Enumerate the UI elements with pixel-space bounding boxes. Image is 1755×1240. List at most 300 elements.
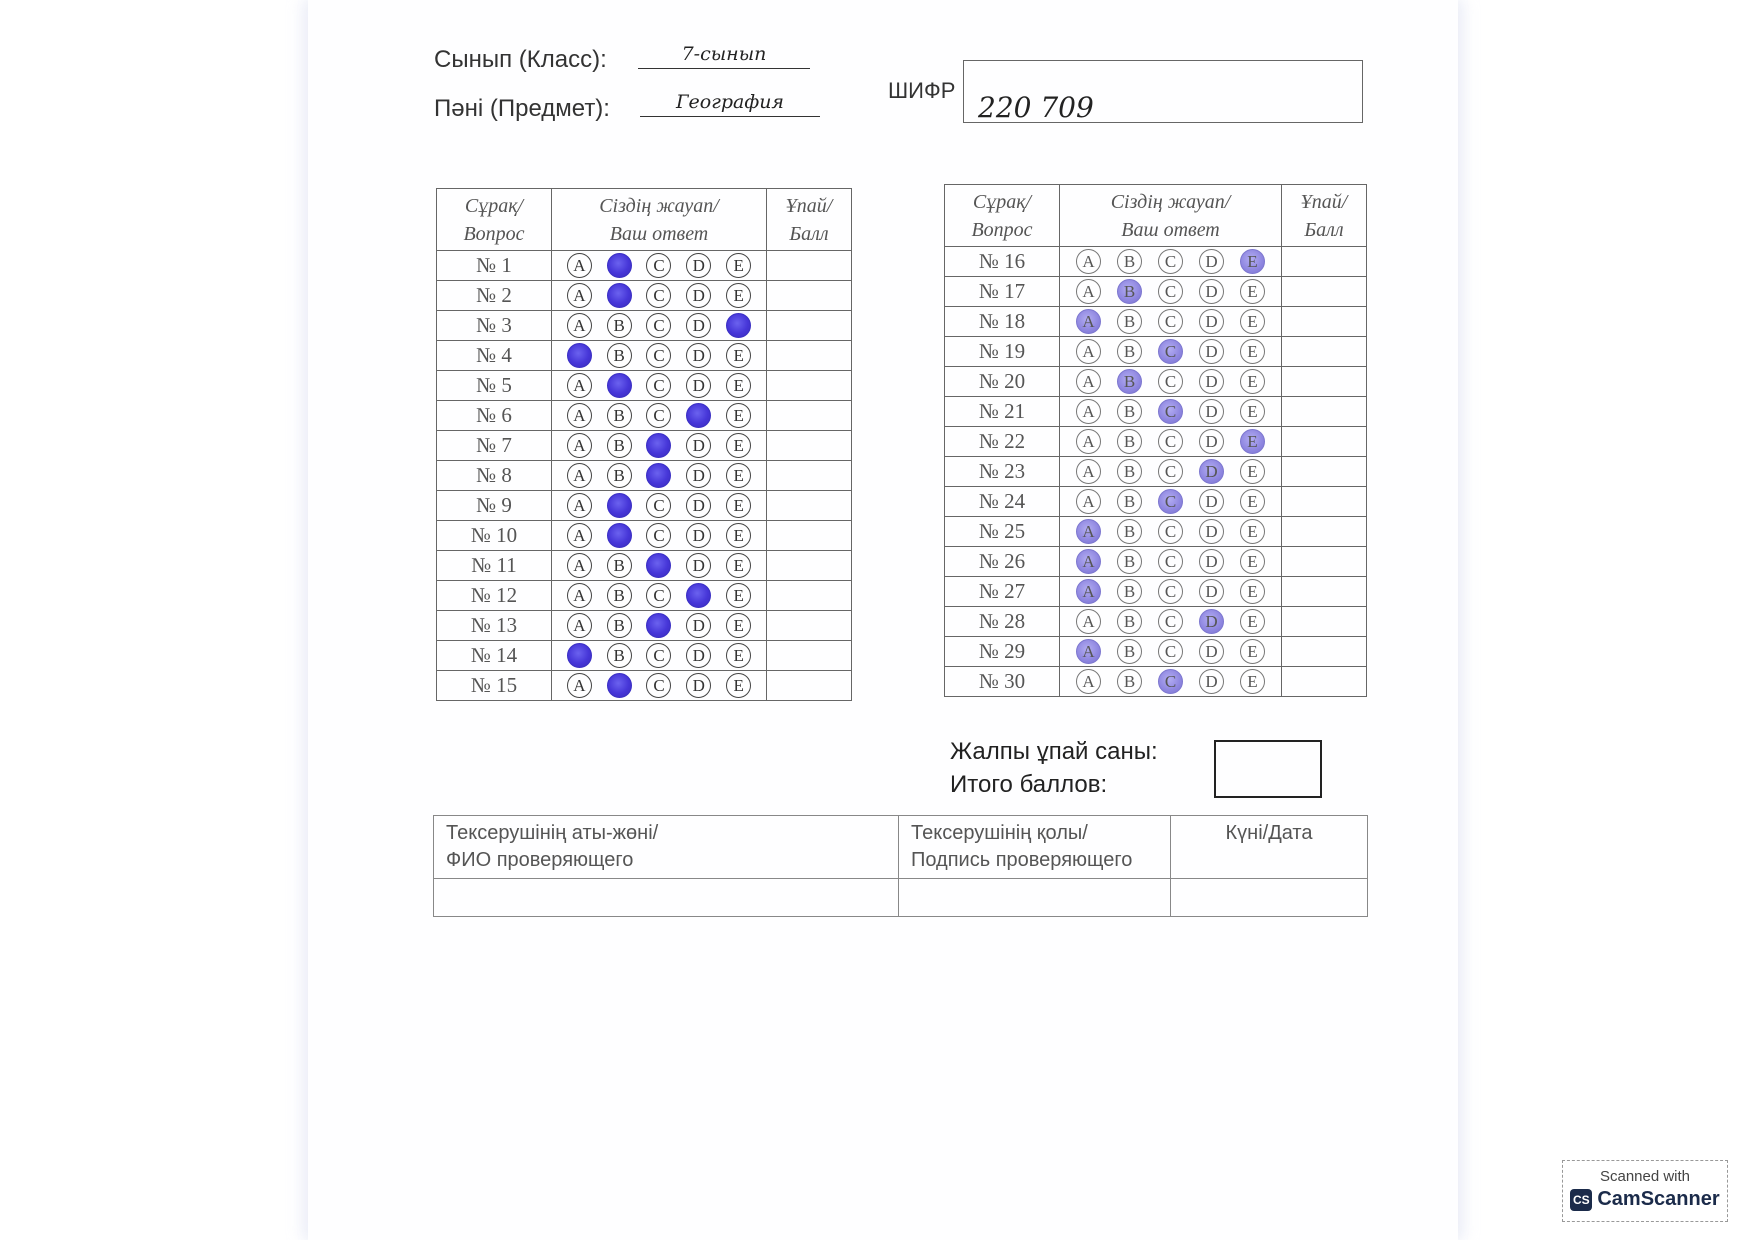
answer-bubble-b[interactable]: B bbox=[1117, 579, 1142, 604]
score-cell[interactable] bbox=[767, 491, 852, 521]
header-score-line2: Балл bbox=[1304, 218, 1344, 241]
score-cell[interactable] bbox=[1282, 547, 1367, 577]
table-header-row bbox=[945, 185, 1367, 247]
answer-bubble-c[interactable]: C bbox=[1158, 549, 1183, 574]
table-row bbox=[945, 577, 1367, 607]
table-row bbox=[945, 367, 1367, 397]
answer-options bbox=[1060, 517, 1282, 547]
question-number: № 5 bbox=[437, 371, 552, 401]
score-cell[interactable] bbox=[1282, 427, 1367, 457]
answer-options bbox=[552, 611, 767, 641]
cipher-label: ШИФР bbox=[888, 78, 956, 103]
answer-bubble-b[interactable]: B bbox=[607, 643, 632, 668]
scanned-with-text: Scanned with bbox=[1599, 1168, 1691, 1185]
answer-bubble-c[interactable] bbox=[646, 433, 671, 458]
answer-bubble-e[interactable]: E bbox=[1240, 339, 1265, 364]
answer-bubble-b[interactable]: B bbox=[1117, 399, 1142, 424]
answer-bubble-e[interactable]: E bbox=[726, 523, 751, 548]
answer-bubble-e[interactable]: E bbox=[1240, 519, 1265, 544]
answer-options bbox=[1060, 457, 1282, 487]
answer-bubble-b[interactable]: B bbox=[1117, 549, 1142, 574]
answer-bubble-c[interactable]: C bbox=[1158, 639, 1183, 664]
answer-bubble-e[interactable]: E bbox=[1240, 369, 1265, 394]
answer-bubble-c[interactable]: C bbox=[1158, 579, 1183, 604]
answer-options bbox=[552, 551, 767, 581]
score-cell[interactable] bbox=[1282, 637, 1367, 667]
answer-bubble-e[interactable]: E bbox=[726, 343, 751, 368]
answer-bubble-e[interactable]: E bbox=[1240, 549, 1265, 574]
answer-bubble-e[interactable]: E bbox=[1240, 399, 1265, 424]
answer-bubble-d[interactable]: D bbox=[686, 433, 711, 458]
question-number: № 3 bbox=[437, 311, 552, 341]
answer-bubble-b[interactable] bbox=[607, 283, 632, 308]
answer-bubble-b[interactable]: B bbox=[607, 433, 632, 458]
answer-bubble-e[interactable]: E bbox=[726, 463, 751, 488]
header-question bbox=[945, 185, 1060, 247]
answer-bubble-a[interactable]: A bbox=[1076, 339, 1101, 364]
answer-bubble-b[interactable]: B bbox=[1117, 279, 1142, 304]
answer-bubble-b[interactable] bbox=[607, 373, 632, 398]
answer-bubble-e[interactable] bbox=[726, 313, 751, 338]
answer-bubble-e[interactable]: E bbox=[1240, 609, 1265, 634]
answer-bubble-a[interactable]: A bbox=[567, 523, 592, 548]
answer-table-left bbox=[436, 188, 852, 701]
header-answer-line2: Ваш ответ bbox=[1121, 218, 1220, 241]
answer-bubble-c[interactable]: C bbox=[1158, 399, 1183, 424]
total-label-ru: Итого баллов: bbox=[950, 771, 1108, 798]
answer-bubble-b[interactable]: B bbox=[607, 553, 632, 578]
score-cell[interactable] bbox=[1282, 577, 1367, 607]
answer-bubble-a[interactable]: A bbox=[1076, 579, 1101, 604]
question-number: № 1 bbox=[437, 251, 552, 281]
cipher-box bbox=[963, 60, 1363, 123]
answer-bubble-d[interactable]: D bbox=[1199, 279, 1224, 304]
answer-bubble-b[interactable] bbox=[607, 523, 632, 548]
answer-bubble-b[interactable]: B bbox=[1117, 669, 1142, 694]
score-cell[interactable] bbox=[1282, 667, 1367, 697]
score-cell[interactable] bbox=[1282, 457, 1367, 487]
header-answer-line2: Ваш ответ bbox=[609, 222, 709, 245]
table-row bbox=[437, 341, 852, 371]
table-row bbox=[945, 307, 1367, 337]
answer-bubble-e[interactable]: E bbox=[1240, 489, 1265, 514]
question-number: № 26 bbox=[945, 547, 1060, 577]
checker-name-ru: ФИО проверяющего bbox=[446, 849, 634, 871]
answer-bubble-d[interactable] bbox=[686, 403, 711, 428]
score-cell[interactable] bbox=[767, 581, 852, 611]
answer-bubble-b[interactable]: B bbox=[1117, 459, 1142, 484]
answer-bubble-c[interactable]: C bbox=[646, 523, 671, 548]
answer-bubble-c[interactable]: C bbox=[646, 373, 671, 398]
checker-table bbox=[433, 815, 1368, 917]
header-score-line2: Балл bbox=[789, 222, 829, 245]
answer-bubble-a[interactable]: A bbox=[1076, 609, 1101, 634]
table-row bbox=[945, 607, 1367, 637]
answer-options bbox=[1060, 367, 1282, 397]
question-number: № 15 bbox=[437, 671, 552, 701]
total-label bbox=[950, 735, 1158, 801]
score-cell[interactable] bbox=[1282, 607, 1367, 637]
answer-bubble-c[interactable]: C bbox=[1158, 249, 1183, 274]
checker-name-field[interactable] bbox=[434, 879, 899, 917]
score-cell[interactable] bbox=[767, 551, 852, 581]
question-number: № 23 bbox=[945, 457, 1060, 487]
answer-bubble-d[interactable]: D bbox=[686, 613, 711, 638]
score-cell[interactable] bbox=[1282, 487, 1367, 517]
question-number: № 9 bbox=[437, 491, 552, 521]
score-cell[interactable] bbox=[1282, 517, 1367, 547]
answer-options bbox=[552, 311, 767, 341]
answer-bubble-a[interactable]: A bbox=[1076, 669, 1101, 694]
answer-bubble-a[interactable] bbox=[567, 643, 592, 668]
total-label-kz: Жалпы ұпай саны: bbox=[950, 738, 1158, 765]
answer-options bbox=[1060, 397, 1282, 427]
table-row bbox=[437, 401, 852, 431]
camscanner-brand bbox=[1563, 1188, 1727, 1211]
answer-bubble-a[interactable]: A bbox=[567, 493, 592, 518]
answer-options bbox=[1060, 577, 1282, 607]
answer-options bbox=[1060, 277, 1282, 307]
answer-bubble-c[interactable]: C bbox=[646, 493, 671, 518]
question-number: № 7 bbox=[437, 431, 552, 461]
score-cell[interactable] bbox=[767, 281, 852, 311]
answer-options bbox=[1060, 487, 1282, 517]
table-row bbox=[437, 491, 852, 521]
answer-options bbox=[1060, 637, 1282, 667]
answer-bubble-b[interactable]: B bbox=[607, 403, 632, 428]
answer-bubble-d[interactable]: D bbox=[686, 313, 711, 338]
checker-date-field[interactable] bbox=[1171, 879, 1368, 917]
answer-bubble-c[interactable]: C bbox=[1158, 429, 1183, 454]
answer-bubble-a[interactable]: A bbox=[1076, 639, 1101, 664]
answer-bubble-e[interactable]: E bbox=[1240, 639, 1265, 664]
question-number: № 11 bbox=[437, 551, 552, 581]
answer-bubble-c[interactable]: C bbox=[646, 283, 671, 308]
answer-bubble-c[interactable]: C bbox=[646, 403, 671, 428]
answer-bubble-e[interactable]: E bbox=[726, 553, 751, 578]
answer-bubble-c[interactable]: C bbox=[1158, 459, 1183, 484]
table-header-row bbox=[437, 189, 852, 251]
answer-bubble-b[interactable]: B bbox=[1117, 249, 1142, 274]
answer-bubble-a[interactable]: A bbox=[1076, 489, 1101, 514]
answer-bubble-e[interactable]: E bbox=[726, 643, 751, 668]
answer-bubble-a[interactable]: A bbox=[567, 553, 592, 578]
answer-bubble-c[interactable] bbox=[646, 463, 671, 488]
answer-bubble-b[interactable] bbox=[607, 493, 632, 518]
answer-bubble-c[interactable]: C bbox=[646, 673, 671, 698]
answer-bubble-d[interactable]: D bbox=[686, 343, 711, 368]
answer-bubble-b[interactable]: B bbox=[607, 313, 632, 338]
answer-bubble-c[interactable]: C bbox=[1158, 369, 1183, 394]
table-row bbox=[945, 487, 1367, 517]
question-number: № 10 bbox=[437, 521, 552, 551]
checker-sign-header bbox=[899, 816, 1171, 879]
question-number: № 22 bbox=[945, 427, 1060, 457]
header-answer bbox=[552, 189, 767, 251]
table-row bbox=[437, 671, 852, 701]
answer-options bbox=[552, 401, 767, 431]
question-number: № 12 bbox=[437, 581, 552, 611]
table-row bbox=[437, 551, 852, 581]
answer-bubble-a[interactable]: A bbox=[567, 433, 592, 458]
checker-sign-ru: Подпись проверяющего bbox=[911, 849, 1133, 871]
answer-bubble-d[interactable]: D bbox=[686, 373, 711, 398]
answer-bubble-e[interactable]: E bbox=[1240, 669, 1265, 694]
checker-date-header bbox=[1171, 816, 1368, 879]
answer-bubble-b[interactable]: B bbox=[1117, 489, 1142, 514]
header-question-line2: Вопрос bbox=[971, 218, 1033, 241]
answer-bubble-e[interactable]: E bbox=[726, 373, 751, 398]
answer-bubble-b[interactable]: B bbox=[1117, 609, 1142, 634]
question-number: № 18 bbox=[945, 307, 1060, 337]
answer-bubble-b[interactable]: B bbox=[1117, 519, 1142, 544]
answer-bubble-e[interactable]: E bbox=[726, 283, 751, 308]
answer-bubble-a[interactable]: A bbox=[567, 583, 592, 608]
header-answer bbox=[1060, 185, 1282, 247]
question-number: № 4 bbox=[437, 341, 552, 371]
table-row bbox=[945, 637, 1367, 667]
answer-bubble-c[interactable]: C bbox=[1158, 519, 1183, 544]
answer-bubble-d[interactable]: D bbox=[1199, 519, 1224, 544]
header-question-line1: Сұрақ/ bbox=[464, 194, 524, 217]
score-cell[interactable] bbox=[767, 251, 852, 281]
answer-bubble-a[interactable]: A bbox=[1076, 519, 1101, 544]
question-number: № 13 bbox=[437, 611, 552, 641]
answer-bubble-e[interactable]: E bbox=[726, 673, 751, 698]
answer-bubble-d[interactable]: D bbox=[1199, 489, 1224, 514]
answer-bubble-a[interactable]: A bbox=[1076, 429, 1101, 454]
table-row bbox=[437, 251, 852, 281]
header-question-line2: Вопрос bbox=[463, 222, 525, 245]
header-question-line1: Сұрақ/ bbox=[972, 190, 1032, 213]
answer-bubble-d[interactable] bbox=[686, 583, 711, 608]
score-cell[interactable] bbox=[1282, 247, 1367, 277]
answer-bubble-b[interactable]: B bbox=[607, 343, 632, 368]
table-row bbox=[437, 311, 852, 341]
answer-bubble-b[interactable]: B bbox=[1117, 369, 1142, 394]
answer-bubble-c[interactable]: C bbox=[646, 643, 671, 668]
question-number: № 6 bbox=[437, 401, 552, 431]
question-number: № 25 bbox=[945, 517, 1060, 547]
answer-bubble-a[interactable]: A bbox=[567, 373, 592, 398]
header-score bbox=[1282, 185, 1367, 247]
answer-bubble-c[interactable]: C bbox=[1158, 669, 1183, 694]
answer-bubble-b[interactable] bbox=[607, 253, 632, 278]
answer-bubble-c[interactable]: C bbox=[1158, 339, 1183, 364]
answer-bubble-d[interactable]: D bbox=[1199, 399, 1224, 424]
answer-bubble-a[interactable]: A bbox=[567, 313, 592, 338]
score-cell[interactable] bbox=[1282, 397, 1367, 427]
answer-bubble-e[interactable]: E bbox=[1240, 579, 1265, 604]
class-value: 7-сынып bbox=[638, 42, 810, 69]
question-number: № 17 bbox=[945, 277, 1060, 307]
answer-bubble-e[interactable]: E bbox=[726, 433, 751, 458]
answer-bubble-d[interactable]: D bbox=[1199, 339, 1224, 364]
answer-bubble-d[interactable]: D bbox=[1199, 429, 1224, 454]
answer-options bbox=[552, 521, 767, 551]
answer-bubble-b[interactable] bbox=[607, 673, 632, 698]
score-cell[interactable] bbox=[1282, 277, 1367, 307]
question-number: № 29 bbox=[945, 637, 1060, 667]
answer-bubble-d[interactable]: D bbox=[1199, 309, 1224, 334]
header-answer-line1: Сіздің жауап/ bbox=[1110, 190, 1231, 213]
answer-bubble-e[interactable]: E bbox=[1240, 429, 1265, 454]
question-number: № 16 bbox=[945, 247, 1060, 277]
score-cell[interactable] bbox=[767, 611, 852, 641]
class-label: Сынып (Класс): bbox=[434, 46, 607, 73]
header-score-line1: Ұпай/ bbox=[1300, 190, 1348, 213]
answer-bubble-a[interactable]: A bbox=[1076, 399, 1101, 424]
score-cell[interactable] bbox=[767, 431, 852, 461]
answer-bubble-c[interactable]: C bbox=[1158, 309, 1183, 334]
question-number: № 2 bbox=[437, 281, 552, 311]
answer-bubble-b[interactable]: B bbox=[1117, 339, 1142, 364]
question-number: № 21 bbox=[945, 397, 1060, 427]
answer-bubble-d[interactable]: D bbox=[1199, 249, 1224, 274]
answer-bubble-d[interactable]: D bbox=[686, 493, 711, 518]
answer-bubble-a[interactable]: A bbox=[1076, 369, 1101, 394]
header-question bbox=[437, 189, 552, 251]
answer-bubble-a[interactable]: A bbox=[1076, 309, 1101, 334]
question-number: № 19 bbox=[945, 337, 1060, 367]
checker-header-row bbox=[434, 816, 1368, 879]
checker-sign-field[interactable] bbox=[899, 879, 1171, 917]
cipher-value: 220 709 bbox=[978, 91, 1094, 124]
score-cell[interactable] bbox=[767, 371, 852, 401]
answer-bubble-d[interactable]: D bbox=[686, 463, 711, 488]
answer-bubble-c[interactable]: C bbox=[646, 253, 671, 278]
answer-options bbox=[552, 491, 767, 521]
answer-bubble-b[interactable]: B bbox=[607, 583, 632, 608]
answer-bubble-e[interactable]: E bbox=[726, 493, 751, 518]
answer-bubble-a[interactable]: A bbox=[567, 463, 592, 488]
answer-bubble-d[interactable]: D bbox=[686, 523, 711, 548]
answer-bubble-b[interactable]: B bbox=[1117, 639, 1142, 664]
subject-label: Пәні (Предмет): bbox=[434, 95, 610, 122]
header-score-line1: Ұпай/ bbox=[785, 194, 833, 217]
score-cell[interactable] bbox=[767, 311, 852, 341]
answer-bubble-a[interactable] bbox=[567, 343, 592, 368]
answer-bubble-b[interactable]: B bbox=[1117, 429, 1142, 454]
subject-value: География bbox=[640, 90, 820, 117]
answer-bubble-a[interactable]: A bbox=[567, 613, 592, 638]
score-cell[interactable] bbox=[1282, 367, 1367, 397]
answer-bubble-c[interactable] bbox=[646, 613, 671, 638]
answer-bubble-d[interactable]: D bbox=[1199, 369, 1224, 394]
answer-bubble-b[interactable]: B bbox=[607, 613, 632, 638]
answer-bubble-c[interactable]: C bbox=[1158, 489, 1183, 514]
total-score-box[interactable] bbox=[1214, 740, 1322, 798]
answer-bubble-d[interactable]: D bbox=[1199, 459, 1224, 484]
score-cell[interactable] bbox=[767, 521, 852, 551]
answer-bubble-c[interactable]: C bbox=[1158, 609, 1183, 634]
answer-bubble-d[interactable]: D bbox=[686, 253, 711, 278]
question-number: № 30 bbox=[945, 667, 1060, 697]
answer-bubble-d[interactable]: D bbox=[1199, 669, 1224, 694]
checker-name-header bbox=[434, 816, 899, 879]
table-row bbox=[945, 547, 1367, 577]
checker-value-row bbox=[434, 879, 1368, 917]
answer-options bbox=[552, 341, 767, 371]
table-row bbox=[437, 431, 852, 461]
camscanner-watermark bbox=[1562, 1160, 1728, 1222]
answer-bubble-e[interactable]: E bbox=[1240, 249, 1265, 274]
score-cell[interactable] bbox=[767, 341, 852, 371]
table-row bbox=[945, 337, 1367, 367]
score-cell[interactable] bbox=[1282, 337, 1367, 367]
answer-bubble-e[interactable]: E bbox=[1240, 279, 1265, 304]
table-row bbox=[945, 667, 1367, 697]
answer-bubble-c[interactable]: C bbox=[646, 343, 671, 368]
answer-bubble-e[interactable]: E bbox=[1240, 459, 1265, 484]
answer-bubble-e[interactable]: E bbox=[726, 253, 751, 278]
answer-bubble-e[interactable]: E bbox=[726, 583, 751, 608]
answer-bubble-a[interactable]: A bbox=[1076, 549, 1101, 574]
answer-bubble-e[interactable]: E bbox=[1240, 309, 1265, 334]
answer-bubble-d[interactable]: D bbox=[1199, 639, 1224, 664]
answer-options bbox=[1060, 337, 1282, 367]
answer-bubble-a[interactable]: A bbox=[567, 673, 592, 698]
answer-options bbox=[552, 641, 767, 671]
answer-bubble-c[interactable]: C bbox=[646, 313, 671, 338]
answer-options bbox=[552, 281, 767, 311]
question-number: № 27 bbox=[945, 577, 1060, 607]
answer-bubble-d[interactable]: D bbox=[1199, 579, 1224, 604]
answer-bubble-a[interactable]: A bbox=[1076, 279, 1101, 304]
answer-bubble-a[interactable]: A bbox=[567, 283, 592, 308]
answer-bubble-d[interactable]: D bbox=[686, 283, 711, 308]
answer-bubble-b[interactable]: B bbox=[1117, 309, 1142, 334]
score-cell[interactable] bbox=[767, 641, 852, 671]
header-score bbox=[767, 189, 852, 251]
answer-options bbox=[1060, 247, 1282, 277]
answer-bubble-d[interactable]: D bbox=[1199, 609, 1224, 634]
answer-bubble-c[interactable]: C bbox=[646, 583, 671, 608]
answer-bubble-c[interactable]: C bbox=[1158, 279, 1183, 304]
answer-options bbox=[552, 461, 767, 491]
table-row bbox=[945, 277, 1367, 307]
answer-bubble-b[interactable]: B bbox=[607, 463, 632, 488]
table-row bbox=[945, 457, 1367, 487]
answer-bubble-d[interactable]: D bbox=[686, 643, 711, 668]
answer-bubble-e[interactable]: E bbox=[726, 403, 751, 428]
answer-bubble-c[interactable] bbox=[646, 553, 671, 578]
checker-date-label: Күні/Дата bbox=[1225, 822, 1313, 844]
question-number: № 14 bbox=[437, 641, 552, 671]
answer-bubble-d[interactable]: D bbox=[1199, 549, 1224, 574]
answer-bubble-a[interactable]: A bbox=[567, 253, 592, 278]
answer-bubble-a[interactable]: A bbox=[567, 403, 592, 428]
answer-options bbox=[1060, 667, 1282, 697]
score-cell[interactable] bbox=[1282, 307, 1367, 337]
table-row bbox=[945, 427, 1367, 457]
answer-bubble-d[interactable]: D bbox=[686, 553, 711, 578]
table-row bbox=[437, 461, 852, 491]
score-cell[interactable] bbox=[767, 671, 852, 701]
table-row bbox=[437, 641, 852, 671]
header-answer-line1: Сіздің жауап/ bbox=[599, 194, 719, 217]
answer-bubble-a[interactable]: A bbox=[1076, 249, 1101, 274]
answer-options bbox=[552, 581, 767, 611]
answer-bubble-a[interactable]: A bbox=[1076, 459, 1101, 484]
score-cell[interactable] bbox=[767, 461, 852, 491]
table-row bbox=[437, 371, 852, 401]
question-number: № 28 bbox=[945, 607, 1060, 637]
answer-bubble-e[interactable]: E bbox=[726, 613, 751, 638]
answer-bubble-d[interactable]: D bbox=[686, 673, 711, 698]
score-cell[interactable] bbox=[767, 401, 852, 431]
table-row bbox=[945, 397, 1367, 427]
